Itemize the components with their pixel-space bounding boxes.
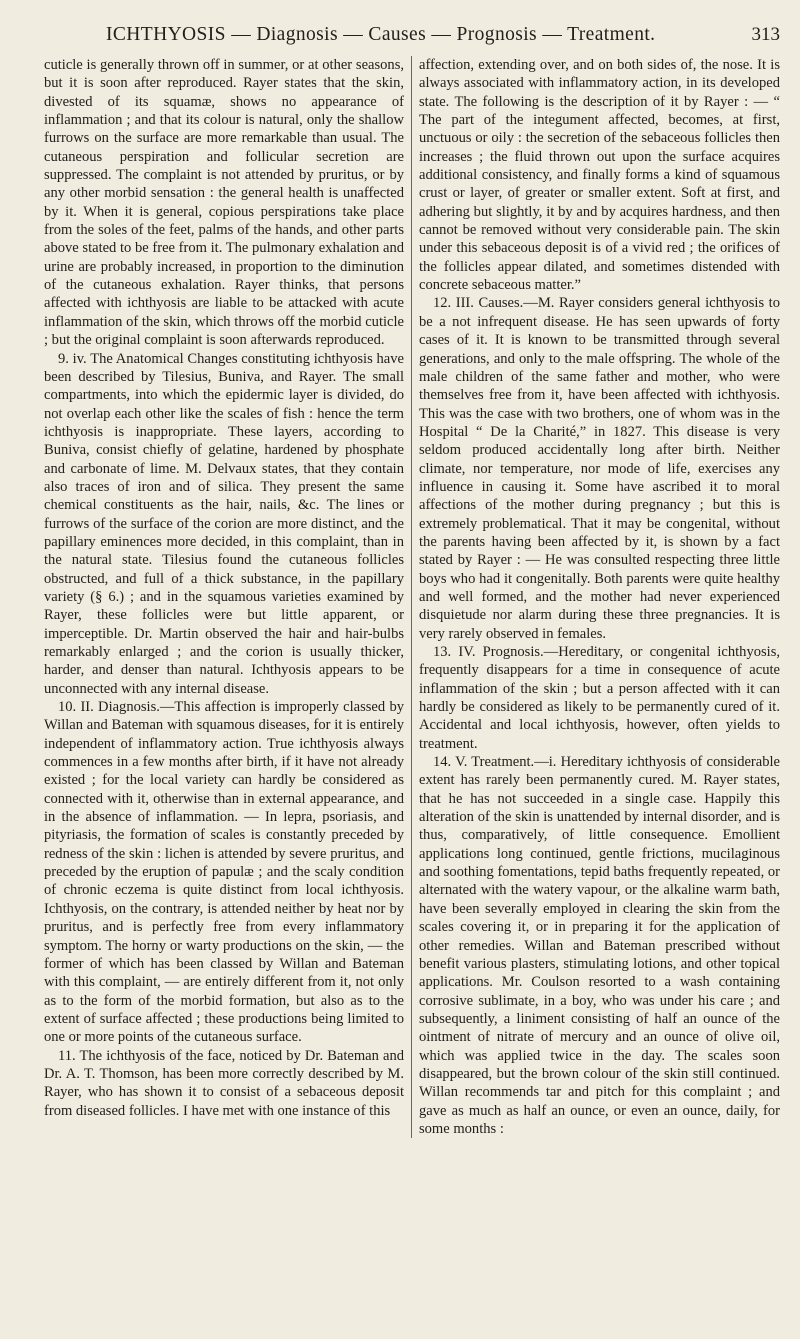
running-head-title: ICHTHYOSIS — Diagnosis — Causes — Prognosis — Treatment. bbox=[106, 24, 656, 45]
paragraph-diagnosis: 10. II. Diagnosis.—This affection is improperly classed by Willan and Bateman with squamous diseases, for it is entirely independent of inflammatory action. True ichthyosis always commences in a few months after birth, if it have not already existed ; for the local variety can hardly be considered as connected with it, otherwise than in external appearance, and in the absence of inflammation. — In lepra, psoriasis, and pityriasis, the formation of scales is constantly preceded by redness of the skin : lichen is attended by severe pruritus, and preceded by the eruption of papulæ ; and the scaly condition of chronic eczema is quite distinct from local ichthyosis. Ichthyosis, on the contrary, is attended neither by heat nor by pruritus, and is perfectly free from every inflammatory symptom. The horny or warty productions on the skin, — the former of which has been classed by Willan and Bateman with this complaint, — are entirely different from it, not only as to the form of the morbid formation, but also as to the extent of surface affected ; these productions being limited to one or more points of the cutaneous surface. bbox=[44, 699, 404, 1046]
paragraph-continuation: cuticle is generally thrown off in summer, or at other seasons, but it is soon after reproduced. Rayer states that the skin, divested of its squamæ, shows no appearance of inflammation ; and that its colour is natural, only the shallow furrows on the surface are more remarkable than usual. The cutaneous perspiration and follicular secretion are suppressed. The complaint is not attended by pruritus, or by any other morbid sensation : the general health is unaffected by it. When it is general, copious perspirations take place from the soles of the feet, palms of the hands, and other parts above stated to be free from it. The pulmonary exhalation and urine are probably increased, in proportion to the diminution of the cutaneous exhalation. Rayer thinks, that persons affected with ichthyosis are liable to be attacked with acute inflammation of the skin, which throws off the morbid cuticle ; but the original complaint is soon afterwards reproduced. bbox=[44, 57, 404, 349]
running-head bbox=[44, 22, 780, 52]
paragraph-prognosis: 13. IV. Prognosis.—Hereditary, or congenital ichthyosis, frequently disappears for a time in consequence of acute inflammation of the skin ; but a person affected with it can hardly be considered as likely to be permanently cured of it. Accidental and local ichthyosis, however, often yields to treatment. bbox=[419, 644, 780, 752]
paragraph-anatomical-changes: 9. iv. The Anatomical Changes constituting ichthyosis have been described by Tilesius, Buniva, and Rayer. The small compartments, into which the epidermic layer is divided, do not overlap each other like the scales of fish : hence the term ichthyosis is inappropriate. These layers, according to Buniva, consist chiefly of gelatine, hardened by phosphate and carbonate of lime. M. Delvaux states, that they contain also traces of iron and of silica. They present the same chemical constituents as the hair, nails, &c. The lines or furrows of the surface of the corion are more distinct, and the papillary eminences more decided, in this complaint, than in the natural state. Tilesius found the cutaneous follicles obstructed, and full of a thick substance, in the papillary variety (§ 6.) ; and in the squamous varieties examined by Rayer, these follicles were but little apparent, or imperceptible. Dr. Martin observed the hair and hair-bulbs remarkably enlarged ; and the corion is usually thicker, harder, and denser than natural. Ichthyosis appears to be unconnected with any internal disease. bbox=[44, 350, 404, 697]
page-number: 313 bbox=[751, 24, 780, 45]
paragraph-treatment: 14. V. Treatment.—i. Hereditary ichthyosis of considerable extent has rarely been permanently cured. M. Rayer states, that he has not succeeded in a single case. Happily this alteration of the skin is unattended by internal disorder, and is thus, comparatively, of little consequence. Emollient applications long continued, gentle frictions, mucilaginous and soothing fomentations, tepid baths frequently repeated, or alternated with the watery vapour, or the alkaline warm bath, have been severally employed in clearing the skin from the scales covering it, or in preparing it for the application of other remedies. Willan and Bateman prescribed without benefit various plasters, stimulating lotions, and other topical applications. Mr. Coulson resorted to a wash containing corrosive sublimate, in a boy, who was under his care ; and subsequently, a liniment consisting of half an ounce of the ointment of nitrate of mercury and an ounce of olive oil, which was applied twice in the day. The scales soon disappeared, but the brown colour of the skin still continued. Willan recommends tar and pitch for this complaint ; and gave as much as half an ounce, or even an ounce, daily, for some months : bbox=[419, 754, 780, 1137]
text-columns bbox=[44, 56, 780, 1138]
right-column bbox=[412, 56, 780, 1138]
left-column bbox=[44, 56, 412, 1138]
paragraph-causes: 12. III. Causes.—M. Rayer considers general ichthyosis to be a not infrequent disease. He has seen upwards of forty cases of it. It is known to be transmitted through several generations, and only to the male offspring. The whole of the male children of the same father and mother, who were themselves free from it, have been affected with ichthyosis. This was the case with two brothers, one of whom was in the Hospital “ De la Charité,” in 1827. This disease is very seldom produced accidentally long after birth. Neither climate, nor temperature, nor mode of life, exercises any influence in causing it. Some have ascribed it to moral affections of the mother during pregnancy ; but this is extremely problematical. That it may be congenital, without the parents having been affected by it, is shown by a fact stated by Rayer : — He was consulted respecting three little boys who had it congenitally. Both parents were quite healthy and well formed, and the mother had never experienced disquietude nor alarm during these three pregnancies. It is very rarely observed in females. bbox=[419, 295, 780, 642]
paragraph-ichthyosis-of-face: 11. The ichthyosis of the face, noticed by Dr. Bateman and Dr. A. T. Thomson, has been more correctly described by M. Rayer, who has shown it to consist of a sebaceous deposit from diseased follicles. I have met with one instance of this bbox=[44, 1047, 404, 1119]
paragraph-face-continuation: affection, extending over, and on both sides of, the nose. It is always associated with inflammatory action, in its developed state. The following is the description of it by Rayer : — “ The part of the integument affected, becomes, at first, unctuous or oily : the secretion of the sebaceous follicles then increases ; the fluid thrown out upon the surface acquires additional consistency, and finally forms a kind of squamous crust or layer, of greater or smaller extent. Soft at first, and adhering but slightly, it by and by acquires hardness, and then cannot be removed without very considerable pain. The skin under this sebaceous deposit is of a vivid red ; the orifices of the follicles appear dilated, and sometimes distended with concrete sebaceous matter.” bbox=[419, 57, 780, 294]
